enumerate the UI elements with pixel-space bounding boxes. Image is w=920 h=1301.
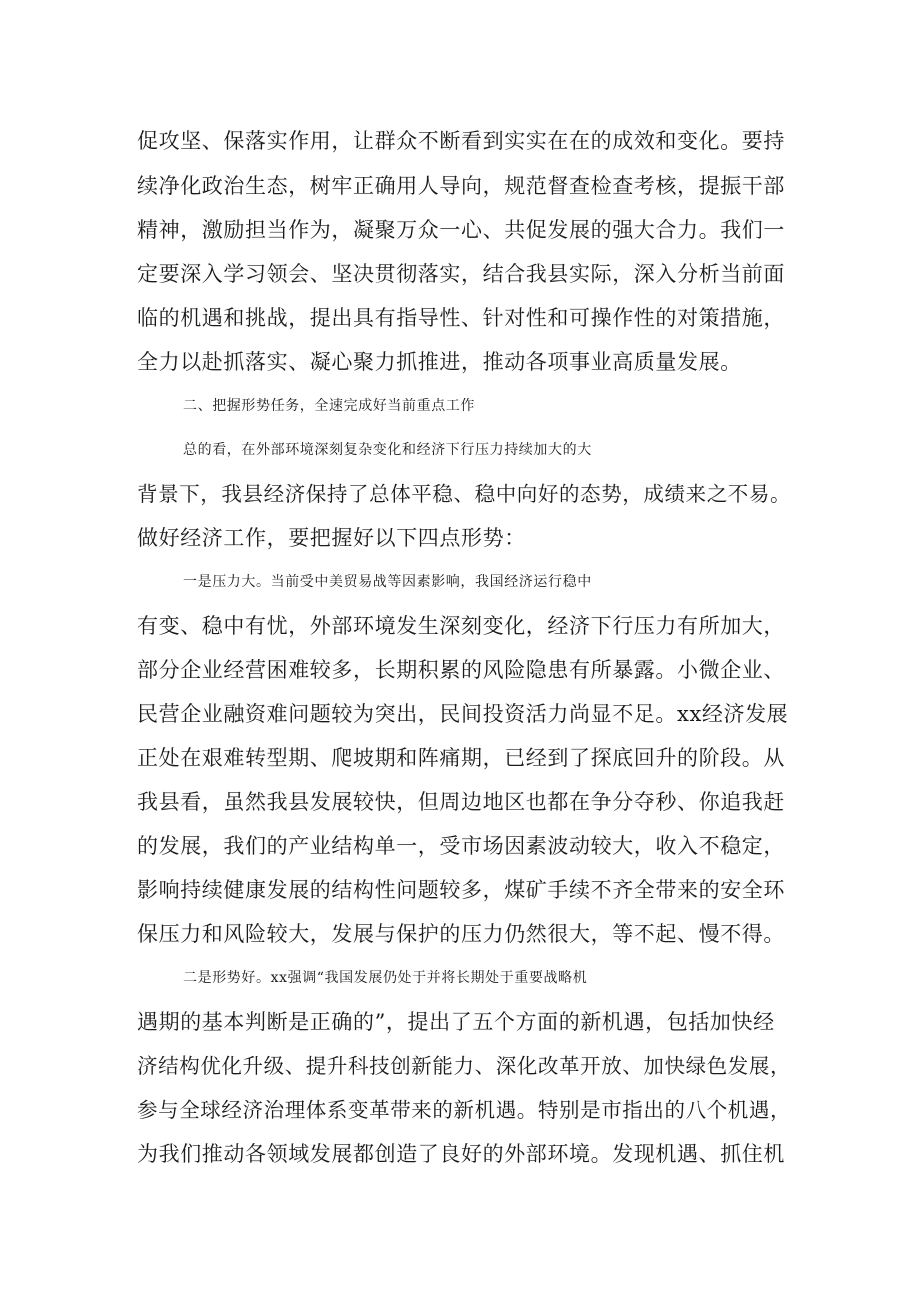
text-line: 总的看，在外部环境深刻复杂变化和经济下行压力持续加大的大 <box>183 442 592 458</box>
text-line: 促攻坚、保落实作用，让群众不断看到实实在在的成效和变化。要持 <box>137 129 785 153</box>
text-line: 部分企业经营困难较多，长期积累的风险隐患有所暴露。小微企业、 <box>137 658 785 682</box>
text-line: 参与全球经济治理体系变革带来的新机遇。特别是市指出的八个机遇， <box>137 1098 792 1122</box>
text-line: 做好经济工作，要把握好以下四点形势： <box>137 526 526 550</box>
text-line: 民营企业融资难问题较为突出，民间投资活力尚显不足。xx经济发展 <box>137 702 789 726</box>
section-heading: 二、把握形势任务，全速完成好当前重点工作 <box>183 398 475 414</box>
text-line: 背景下，我县经济保持了总体平稳、稳中向好的态势，成绩来之不易。 <box>137 482 792 506</box>
text-line: 有变、稳中有忧，外部环境发生深刻变化，经济下行压力有所加大， <box>137 614 785 638</box>
text-line: 定要深入学习领会、坚决贯彻落实，结合我县实际，深入分析当前面 <box>137 262 785 286</box>
text-line: 的发展，我们的产业结构单一，受市场因素波动较大，收入不稳定， <box>137 834 785 858</box>
text-line: 为我们推动各领域发展都创造了良好的外部环境。发现机遇、抓住机 <box>137 1142 785 1166</box>
text-line: 二是形势好。xx强调“我国发展仍处于并将长期处于重要战略机 <box>183 970 588 986</box>
text-line: 临的机遇和挑战，提出具有指导性、针对性和可操作性的对策措施， <box>137 306 785 330</box>
text-line: 我县看，虽然我县发展较快，但周边地区也都在争分夺秒、你追我赶 <box>137 790 785 814</box>
text-line: 保压力和风险较大，发展与保护的压力仍然很大，等不起、慢不得。 <box>137 922 785 946</box>
text-line: 遇期的基本判断是正确的”，提出了五个方面的新机遇，包括加快经 <box>137 1010 775 1034</box>
text-line: 影响持续健康发展的结构性问题较多，煤矿手续不齐全带来的安全环 <box>137 878 785 902</box>
text-line: 济结构优化升级、提升科技创新能力、深化改革开放、加快绿色发展， <box>137 1054 792 1078</box>
text-line: 精神，激励担当作为，凝聚万众一心、共促发展的强大合力。我们一 <box>137 218 785 242</box>
text-line: 续净化政治生态，树牢正确用人导向，规范督查检查考核，提振干部 <box>137 174 785 198</box>
text-line: 一是压力大。当前受中美贸易战等因素影响，我国经济运行稳中 <box>183 574 592 590</box>
text-line: 正处在艰难转型期、爬坡期和阵痛期，已经到了探底回升的阶段。从 <box>137 746 785 770</box>
text-line: 全力以赴抓落实、凝心聚力抓推进，推动各项事业高质量发展。 <box>137 350 742 374</box>
